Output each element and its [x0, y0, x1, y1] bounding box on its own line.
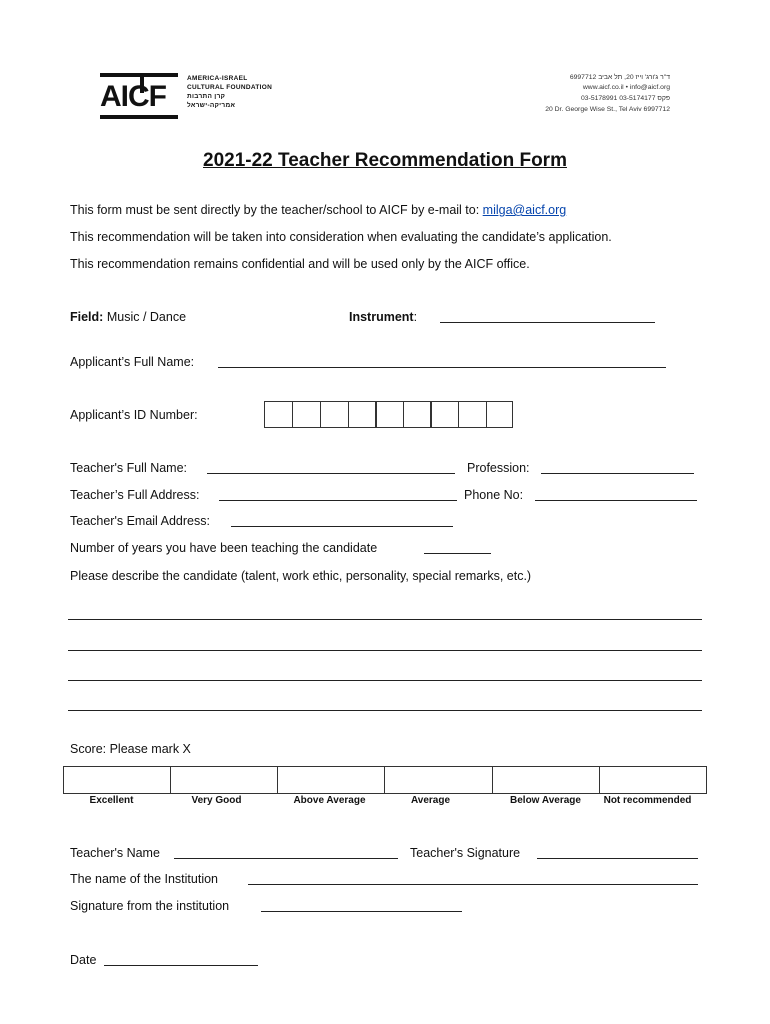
- teacher-email-input[interactable]: [231, 526, 453, 527]
- logo-text: AICF: [100, 80, 166, 113]
- id-digit-box[interactable]: [264, 401, 293, 428]
- profession-input[interactable]: [541, 473, 694, 474]
- teacher-email-label: Teacher's Email Address:: [70, 514, 210, 528]
- score-box-below-average[interactable]: [492, 766, 600, 794]
- teacher-signature-input[interactable]: [537, 858, 698, 859]
- describe-line-3[interactable]: [68, 680, 702, 681]
- teacher-name-sign-label: Teacher's Name: [70, 846, 160, 860]
- teacher-address-label: Teacher’s Full Address:: [70, 488, 200, 502]
- profession-label: Profession:: [467, 461, 530, 475]
- logo-bottom-bar: [100, 115, 178, 119]
- score-option-label: Not recommended: [603, 795, 692, 806]
- score-option-label: Average: [410, 795, 451, 806]
- teacher-name-label: Teacher's Full Name:: [70, 461, 188, 475]
- score-option-label: Excellent: [89, 795, 134, 806]
- id-digit-box[interactable]: [348, 401, 377, 428]
- score-box-above-average[interactable]: [277, 766, 385, 794]
- score-option-label: Below Average: [510, 795, 581, 806]
- teacher-name-sign-input[interactable]: [174, 858, 398, 859]
- years-input[interactable]: [424, 553, 491, 554]
- id-digit-box[interactable]: [292, 401, 321, 428]
- institution-name-input[interactable]: [248, 884, 698, 885]
- teacher-name-input[interactable]: [207, 473, 455, 474]
- form-title: 2021-22 Teacher Recommendation Form: [203, 150, 567, 171]
- id-digit-box[interactable]: [320, 401, 349, 428]
- describe-line-4[interactable]: [68, 710, 702, 711]
- describe-line-1[interactable]: [68, 619, 702, 620]
- institution-signature-label: Signature from the institution: [70, 899, 230, 913]
- applicant-id-label: Applicant’s ID Number:: [70, 408, 198, 422]
- logo-top-bar: [100, 73, 178, 77]
- score-option-label: Very Good: [191, 795, 242, 806]
- intro-line-3: This recommendation remains confidential and will be used only by the AICF office.: [70, 257, 530, 271]
- id-digit-box[interactable]: [486, 401, 513, 428]
- institution-name-label: The name of the Institution: [70, 872, 219, 886]
- describe-label: Please describe the candidate (talent, work ethic, personality, special remarks, etc.): [70, 569, 532, 583]
- email-link[interactable]: milga@aicf.org: [482, 203, 567, 217]
- applicant-name-input[interactable]: [218, 367, 666, 368]
- id-digit-box[interactable]: [458, 401, 487, 428]
- score-box-excellent[interactable]: [63, 766, 171, 794]
- id-digit-box[interactable]: [403, 401, 432, 428]
- score-option-label: Above Average: [293, 795, 366, 806]
- intro-line-2: This recommendation will be taken into consideration when evaluating the candidate’s application.: [70, 230, 612, 244]
- date-input[interactable]: [104, 965, 258, 966]
- field-row: Field: Music / Dance: [70, 310, 187, 324]
- instrument-label: Instrument:: [349, 310, 418, 324]
- years-label: Number of years you have been teaching the candidate: [70, 541, 378, 555]
- id-digit-box[interactable]: [430, 401, 459, 428]
- teacher-address-input[interactable]: [219, 500, 457, 501]
- describe-line-2[interactable]: [68, 650, 702, 651]
- intro-line-1: This form must be sent directly by the teacher/school to AICF by e-mail to: milga@aicf.org: [70, 203, 567, 217]
- score-box-not-recommended[interactable]: [599, 766, 707, 794]
- phone-input[interactable]: [535, 500, 697, 501]
- teacher-signature-label: Teacher's Signature: [410, 846, 521, 860]
- id-digit-box[interactable]: [375, 401, 404, 428]
- institution-signature-input[interactable]: [261, 911, 462, 912]
- phone-label: Phone No:: [464, 488, 524, 502]
- score-box-very-good[interactable]: [170, 766, 278, 794]
- score-box-average[interactable]: [384, 766, 493, 794]
- instrument-input[interactable]: [440, 322, 655, 323]
- applicant-name-label: Applicant’s Full Name:: [70, 355, 195, 369]
- score-label: Score: Please mark X: [70, 742, 191, 756]
- date-label: Date: [70, 953, 97, 967]
